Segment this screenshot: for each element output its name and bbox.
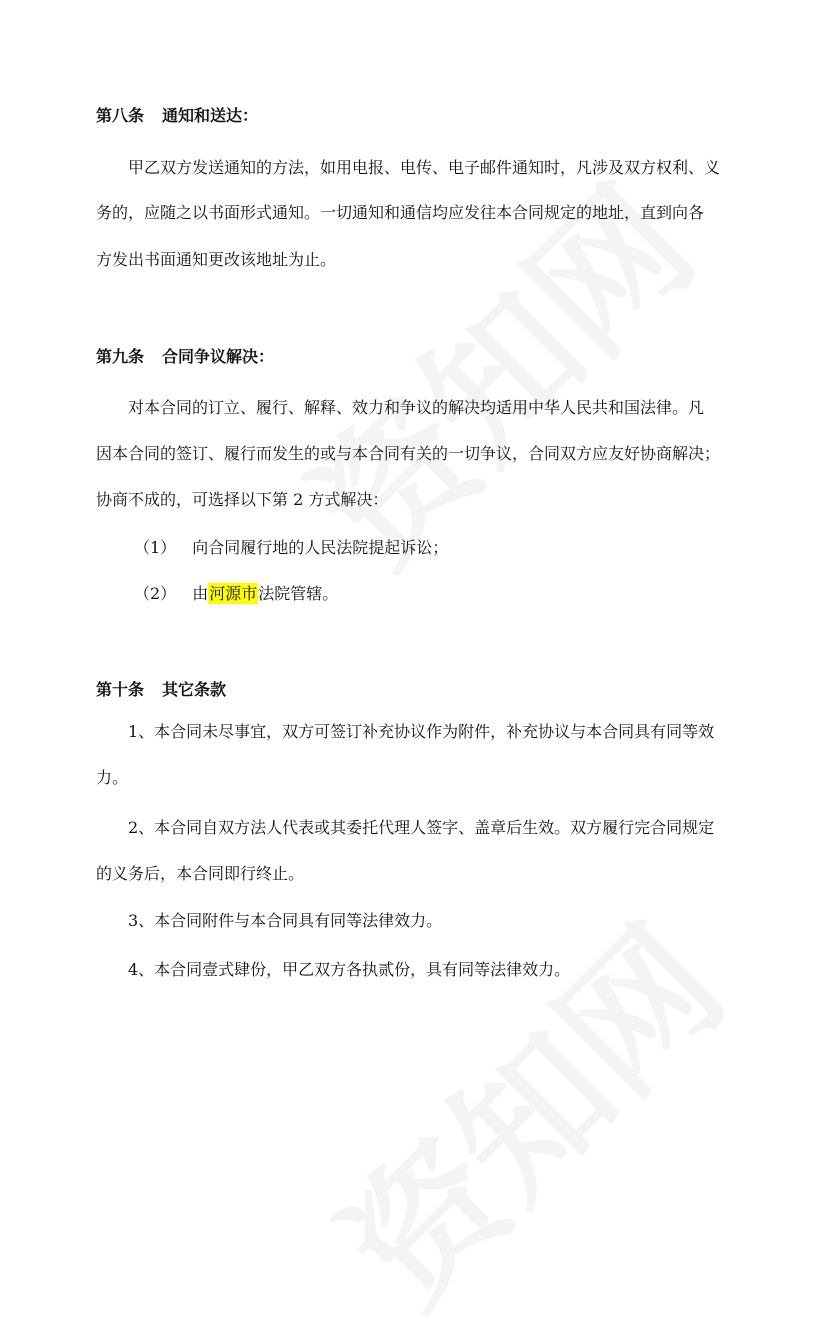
watermark (290, 873, 761, 1343)
article-9-option-1 (134, 538, 448, 558)
article-8-number: 第八条 (96, 106, 145, 125)
option-2-suffix: 法院管辖。 (258, 584, 339, 603)
article-10-number: 第十条 (96, 680, 145, 699)
article-9-line-1: 对本合同的订立、履行、解释、效力和争议的解决均适用中华人民共和国法律。凡 (128, 398, 705, 417)
option-2-prefix: 由 (192, 584, 209, 603)
article-9-title: 合同争议解决： (162, 347, 275, 366)
article-10-title: 其它条款 (162, 680, 227, 699)
article-10-heading (96, 680, 226, 700)
article-10-line-5: 3、本合同附件与本合同具有同等法律效力。 (128, 911, 443, 930)
highlighted-city: 河源市 (209, 584, 258, 603)
article-10-line-3: 2、本合同自双方法人代表或其委托代理人签字、盖章后生效。双方履行完合同规定 (128, 818, 715, 837)
article-10-line-6: 4、本合同壹式肆份，甲乙双方各执贰份，具有同等法律效力。 (128, 960, 571, 979)
article-9-number: 第九条 (96, 347, 145, 366)
article-8-title: 通知和送达： (162, 106, 259, 125)
article-8-heading (96, 106, 258, 126)
article-10-line-2: 力。 (96, 768, 129, 787)
article-8-line-1: 甲乙双方发送通知的方法，如用电报、电传、电子邮件通知时，凡涉及双方权利、义 (128, 158, 721, 177)
article-9-heading (96, 347, 274, 367)
option-1-text: 向合同履行地的人民法院提起诉讼； (192, 538, 449, 557)
article-10-line-1: 1、本合同未尽事宜，双方可签订补充协议作为附件，补充协议与本合同具有同等效 (128, 722, 715, 741)
article-9-option-2 (134, 583, 338, 604)
article-9-line-3: 协商不成的，可选择以下第 2 方式解决： (96, 490, 389, 509)
article-8-line-2: 务的，应随之以书面形式通知。一切通知和通信均应发往本合同规定的地址，直到向各 (96, 203, 705, 222)
article-10-line-4: 的义务后，本合同即行终止。 (96, 864, 305, 883)
option-1-index: （1） (134, 538, 177, 557)
article-9-line-2: 因本合同的签订、履行而发生的或与本合同有关的一切争议，合同双方应友好协商解决； (96, 444, 721, 463)
article-8-line-3: 方发出书面通知更改该地址为止。 (96, 250, 337, 269)
option-2-index: （2） (134, 584, 177, 603)
